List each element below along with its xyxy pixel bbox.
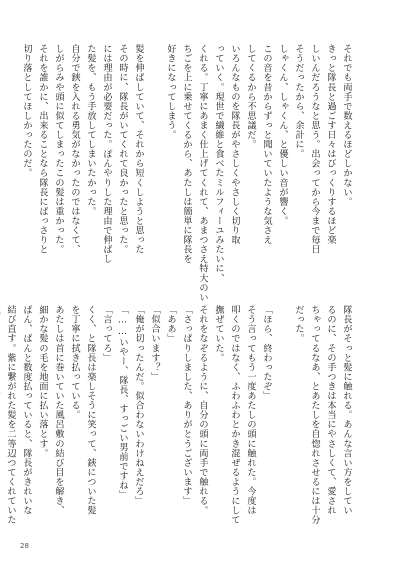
text-line: た髪を、もう手放してしまいたかった。 [85,44,96,216]
text-line: それを誰かに、出来ることなら隊長にばっさりと [37,44,48,255]
text-line: この音を昔からずっと聞いていたような気さえ [261,44,272,245]
text-line: ちごを上に乗せてくるから、あたしは簡単に隊長を [181,44,192,264]
text-line: ぱん、ぱんと数度払っていると、隊長がきれいな [21,305,32,516]
upper-text-block [18,44,354,302]
text-line: そうだったから、余計に。 [293,44,304,159]
text-line: してくるから不思議だ。 [245,44,256,150]
text-line: には理由が必要だった。ぽんやりした理由で伸ばし [101,44,112,264]
text-line: 撫ぜていた。 [213,305,224,363]
text-line: 「……いやー、隊長、すっごい男前ですね」 [117,305,128,500]
text-line: いろんなものを隊長がやさしくやさしく切り取 [229,44,240,245]
text-line: ちゃってるなあ、とあたしを自惚れさせるには十分 [309,305,320,525]
text-line: だった。 [293,305,304,344]
text-line: 「俺が切ったんだ。似合わないわけねえだろ」 [133,305,144,506]
text-line: 「ああ」 [165,305,176,344]
text-line: くく、と隊長は楽しそうに笑って、鋏についた髪 [85,305,96,516]
text-line: それをなぞるように、自分の頭に両手で触れる。 [197,305,208,516]
text-line: 結び直す。紫に繋がれた髪を二等辺つてくれていた [5,305,16,525]
text-line: 叩くのではなく、ふわふわとかき混ぜるようにして [229,305,240,525]
text-line: 自分で鋏を入れる勇気がなかったのではなくて、 [69,44,80,255]
page-number: 28 [20,542,29,550]
text-line: そう言ってもう一度あたしの頭に触れた。今度は [245,305,256,516]
text-line: あたしは首に巻いていた風呂敷の結び目を解き、 [53,305,64,516]
text-line: 細かな髪の毛を地面に払い落とす。 [37,305,48,458]
text-line: 「似合います？」 [149,305,160,382]
text-line: それでも両手で数えるほどしかない。 [341,44,352,207]
text-line: るのに、その手つきは本当にやさしくて、愛され [325,305,336,516]
text-line: 髪を伸ばしていて、それから短くしようと思った [133,44,144,255]
text-line: 「言ってろ」 [101,305,112,363]
lower-text-block [0,305,354,540]
text-line: しいんだろうなと思う。出会ってから今まで毎日 [309,44,320,255]
text-line: しゃくん、しゃくん、と優しい音が響く。 [277,44,288,226]
text-line: 好きになってしまう。 [165,44,176,140]
text-line: その時に、隊長がいてくれて良かったと思った。 [117,44,128,255]
text-line: 切り落としてほしかったのだ。 [21,44,32,178]
text-line: くれる。丁寧にあまく仕上げてくれて、あまつさえ特大のい [197,44,208,302]
text-line: 「さっぱりしました、ありがとうございます」 [181,305,192,506]
text-line: きっと隊長と過ごす日々はびっくりするほど楽 [325,44,336,245]
text-line: しがらみや頭に似てしまったこの髪は重かった。 [53,44,64,255]
text-line: っていく。現世で繊維と食べたミルフィーユみたいに、 [213,44,224,283]
text-line: を丁寧に拭き払っている。 [69,305,80,420]
text-line: 隊長がそっと髪に触れる。あんな言い方をしてい [341,305,352,516]
text-line: 「ほら、終わったぞ」 [261,305,272,401]
